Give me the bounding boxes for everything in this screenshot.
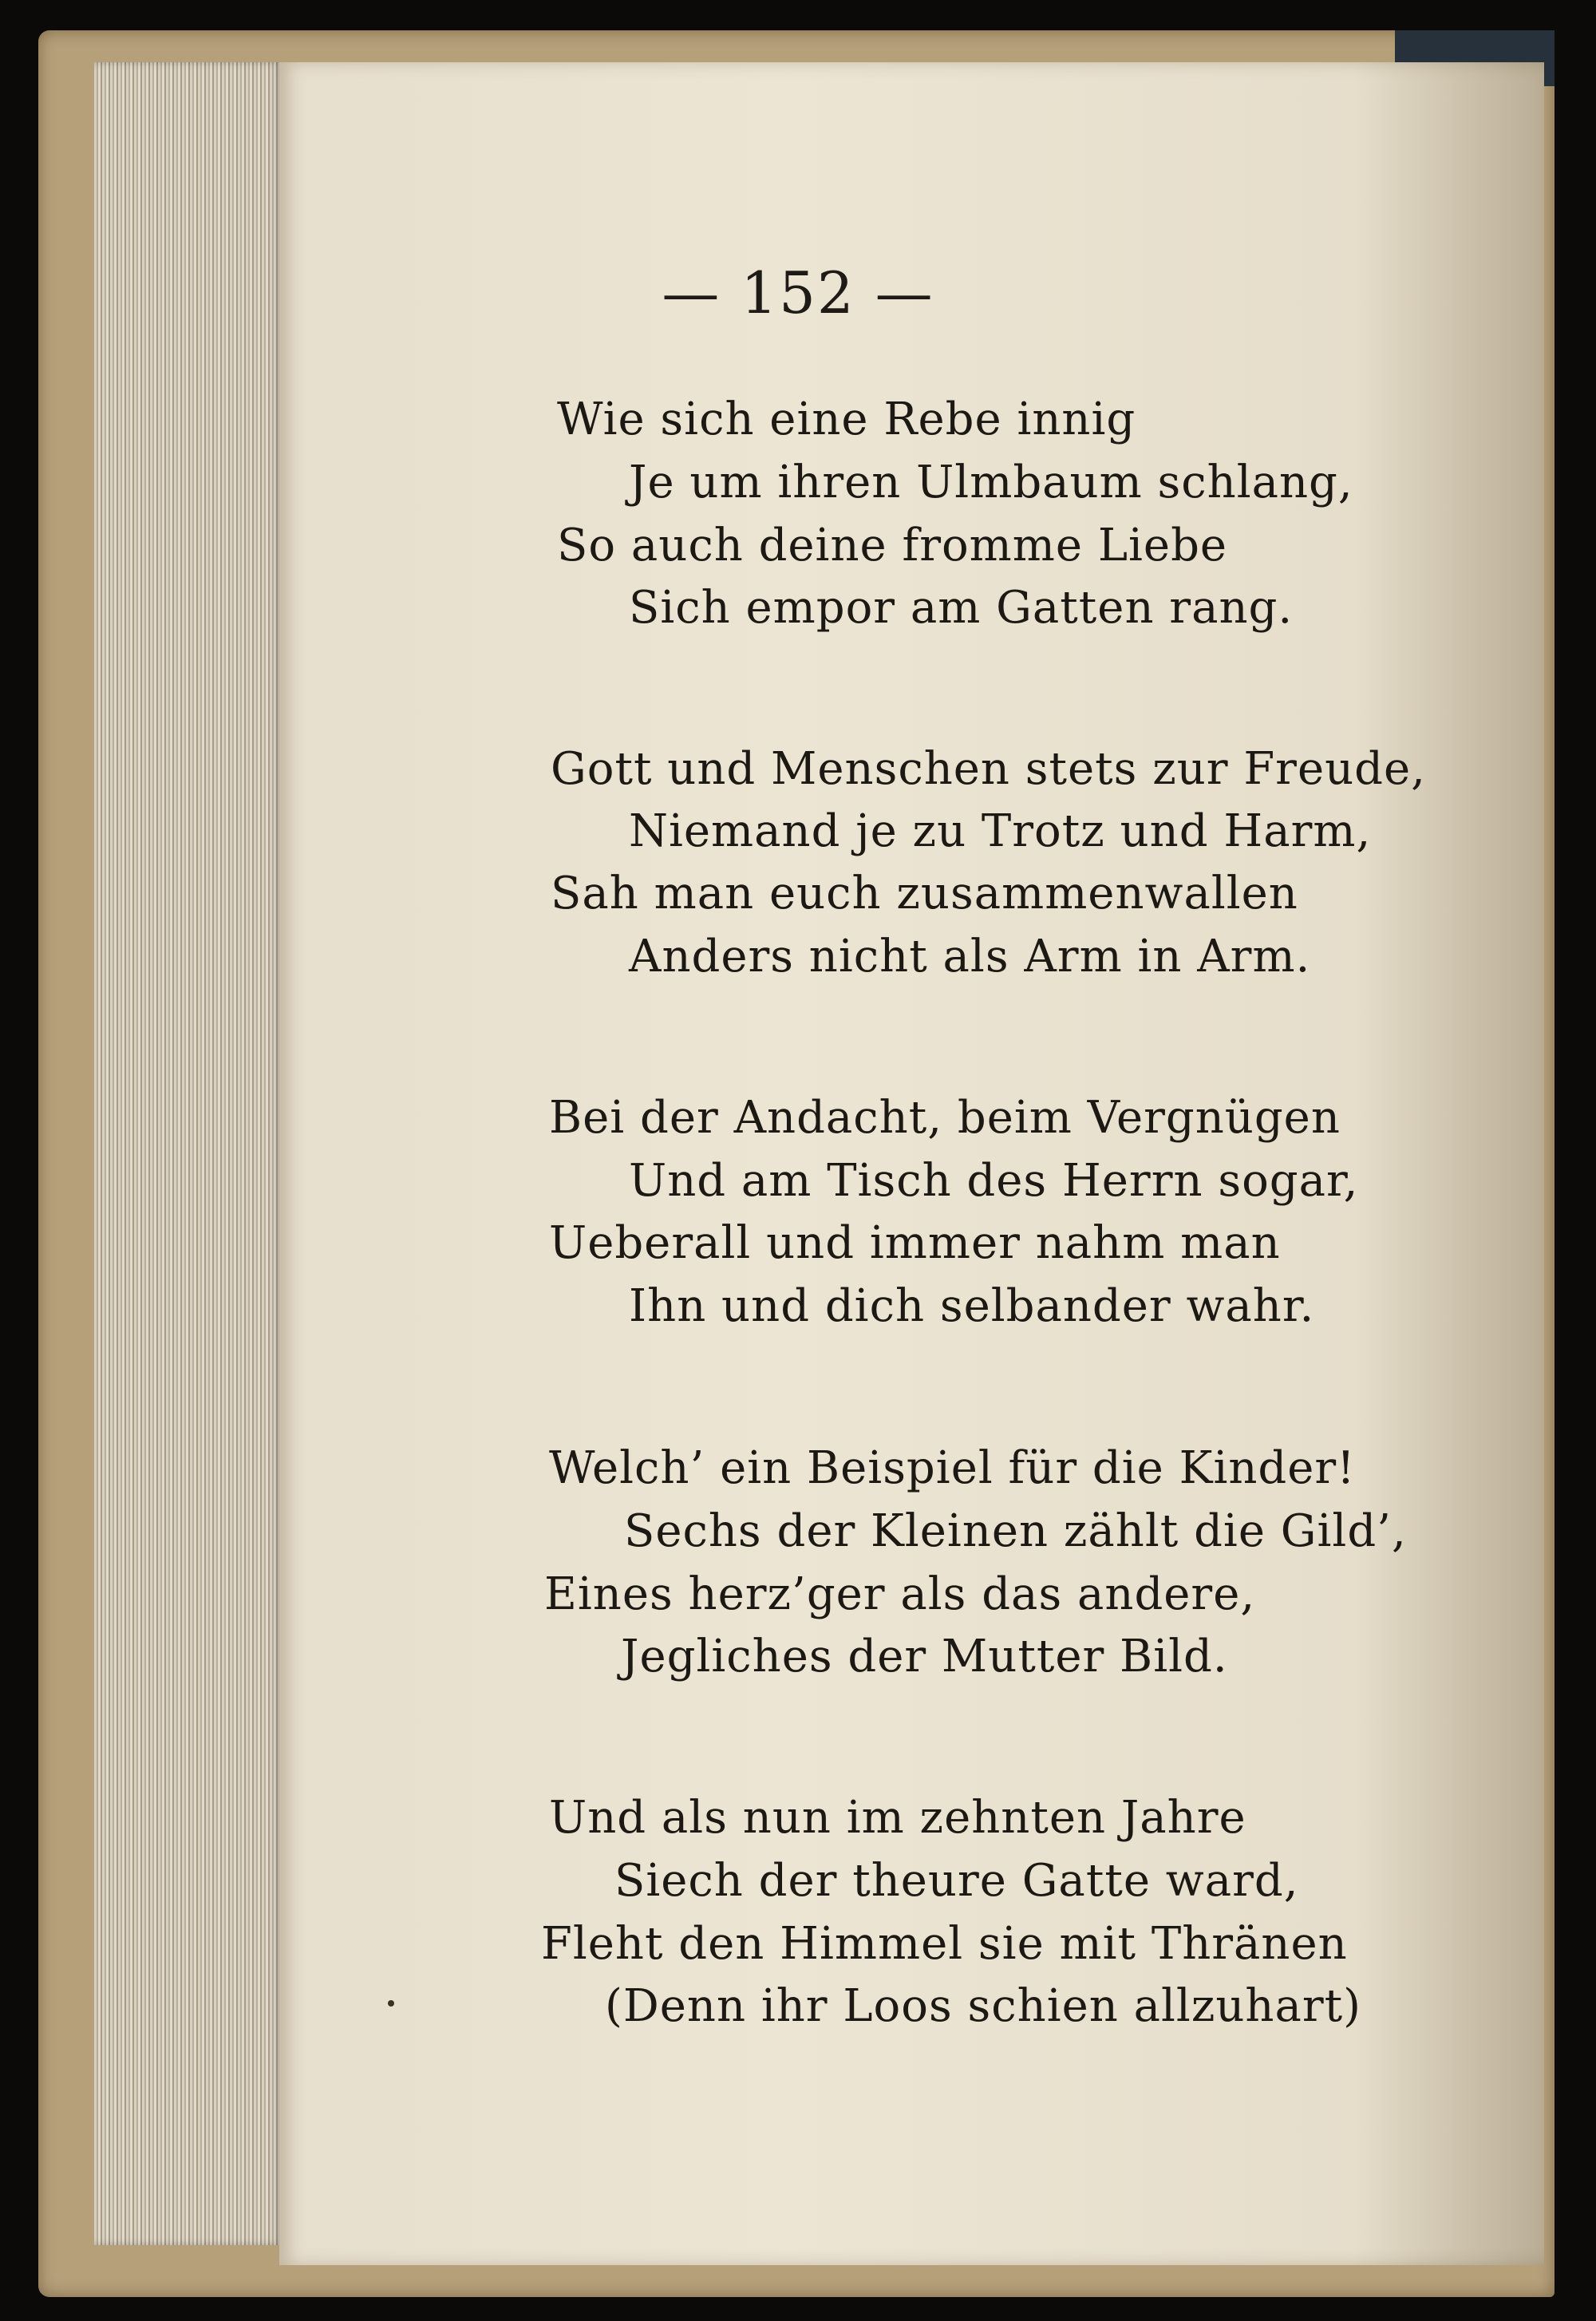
stanza-2-line-2: Niemand je zu Trotz und Harm, xyxy=(629,805,1372,857)
stanza-3-line-1: Bei der Andacht, beim Vergnügen xyxy=(549,1092,1341,1144)
stanza-3-line-3: Ueberall und immer nahm man xyxy=(549,1217,1281,1269)
stanza-5-line-4: (Denn ihr Loos schien allzuhart) xyxy=(605,1980,1361,2032)
stanza-2-line-4: Anders nicht als Arm in Arm. xyxy=(629,931,1311,983)
stanza-4-line-3: Eines herz’ger als das andere, xyxy=(544,1568,1256,1620)
stanza-3-line-4: Ihn und dich selbander wahr. xyxy=(629,1280,1315,1332)
stanza-5-line-1: Und als nun im zehnten Jahre xyxy=(549,1792,1246,1844)
stanza-4-line-1: Welch’ ein Beispiel für die Kinder! xyxy=(549,1442,1356,1494)
stanza-3-line-2: Und am Tisch des Herrn sogar, xyxy=(629,1155,1359,1207)
stanza-1-line-2: Je um ihren Ulmbaum schlang, xyxy=(629,457,1353,508)
stanza-4-line-4: Jegliches der Mutter Bild. xyxy=(621,1631,1228,1682)
stanza-2-line-1: Gott und Menschen stets zur Freude, xyxy=(551,743,1426,795)
stanza-1-line-4: Sich empor am Gatten rang. xyxy=(629,582,1294,634)
stanza-5-line-2: Siech der theure Gatte ward, xyxy=(614,1855,1299,1907)
stanza-1-line-1: Wie sich eine Rebe innig xyxy=(557,393,1136,445)
stanza-2-line-3: Sah man euch zusammenwallen xyxy=(551,868,1298,919)
page-edges xyxy=(94,62,282,2245)
paper-speck xyxy=(388,2000,394,2007)
page-number: — 152 — xyxy=(662,259,934,326)
stanza-4-line-2: Sechs der Kleinen zählt die Gild’, xyxy=(624,1505,1407,1557)
stanza-5-line-3: Fleht den Himmel sie mit Thränen xyxy=(541,1918,1348,1970)
stanza-1-line-3: So auch deine fromme Liebe xyxy=(557,520,1228,571)
